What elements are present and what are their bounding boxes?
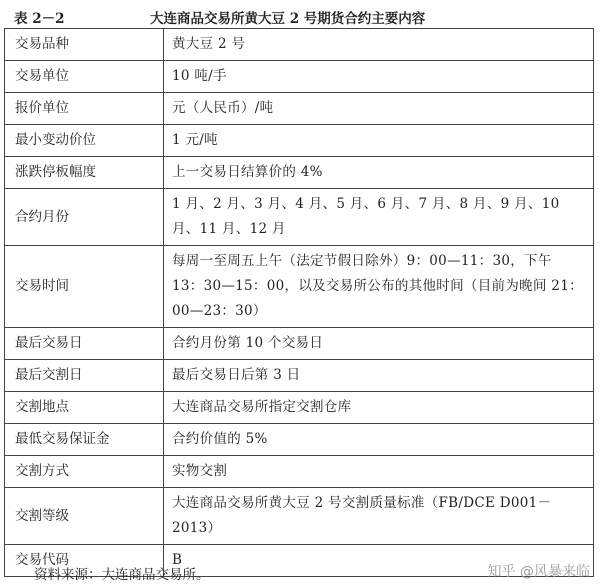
row-value: 10 吨/手 xyxy=(164,61,594,93)
row-value: 合约价值的 5% xyxy=(164,424,594,456)
table-number: 表 2－2 xyxy=(14,11,65,27)
row-key: 交易品种 xyxy=(5,29,164,61)
row-value: 最后交易日后第 3 日 xyxy=(164,360,594,392)
table-row xyxy=(5,246,594,328)
row-value: 大连商品交易所黄大豆 2 号交割质量标准（FB/DCE D001－2013） xyxy=(164,488,594,545)
row-value: 合约月份第 10 个交易日 xyxy=(164,328,594,360)
row-value: 1 元/吨 xyxy=(164,125,594,157)
table-row xyxy=(5,29,594,61)
row-key: 最后交易日 xyxy=(5,328,164,360)
row-value: 黄大豆 2 号 xyxy=(164,29,594,61)
row-key: 报价单位 xyxy=(5,93,164,125)
table-row xyxy=(5,61,594,93)
table-row xyxy=(5,189,594,246)
table-row xyxy=(5,360,594,392)
row-value: 上一交易日结算价的 4% xyxy=(164,157,594,189)
row-key: 交割方式 xyxy=(5,456,164,488)
table-title: 大连商品交易所黄大豆 2 号期货合约主要内容 xyxy=(150,11,426,27)
table-caption xyxy=(0,0,600,30)
row-value: 实物交割 xyxy=(164,456,594,488)
source-note: 资料来源：大连商品交易所。 xyxy=(34,567,210,583)
row-value: 大连商品交易所指定交割仓库 xyxy=(164,392,594,424)
contract-spec-table xyxy=(4,28,594,577)
row-value: B xyxy=(164,545,594,577)
table-row xyxy=(5,125,594,157)
row-key: 交易单位 xyxy=(5,61,164,93)
table-row xyxy=(5,424,594,456)
row-value: 元（人民币）/吨 xyxy=(164,93,594,125)
row-value: 每周一至周五上午（法定节假日除外）9：00—11：30，下午 13：30—15：00，以及交易所公布的其他时间（目前为晚间 21：00—23：30） xyxy=(164,246,594,328)
row-key: 合约月份 xyxy=(5,189,164,246)
table-row xyxy=(5,328,594,360)
table-row xyxy=(5,93,594,125)
row-key: 交割地点 xyxy=(5,392,164,424)
table-row xyxy=(5,488,594,545)
row-key: 最小变动价位 xyxy=(5,125,164,157)
table-row xyxy=(5,392,594,424)
row-key: 交割等级 xyxy=(5,488,164,545)
row-value: 1 月、2 月、3 月、4 月、5 月、6 月、7 月、8 月、9 月、10 月、11 月、12 月 xyxy=(164,189,594,246)
table-row xyxy=(5,456,594,488)
row-key: 最低交易保证金 xyxy=(5,424,164,456)
row-key: 交易代码 xyxy=(5,545,164,577)
row-key: 交易时间 xyxy=(5,246,164,328)
table-row xyxy=(5,157,594,189)
row-key: 涨跌停板幅度 xyxy=(5,157,164,189)
row-key: 最后交割日 xyxy=(5,360,164,392)
watermark: 知乎 @风暴来临 xyxy=(487,564,590,580)
